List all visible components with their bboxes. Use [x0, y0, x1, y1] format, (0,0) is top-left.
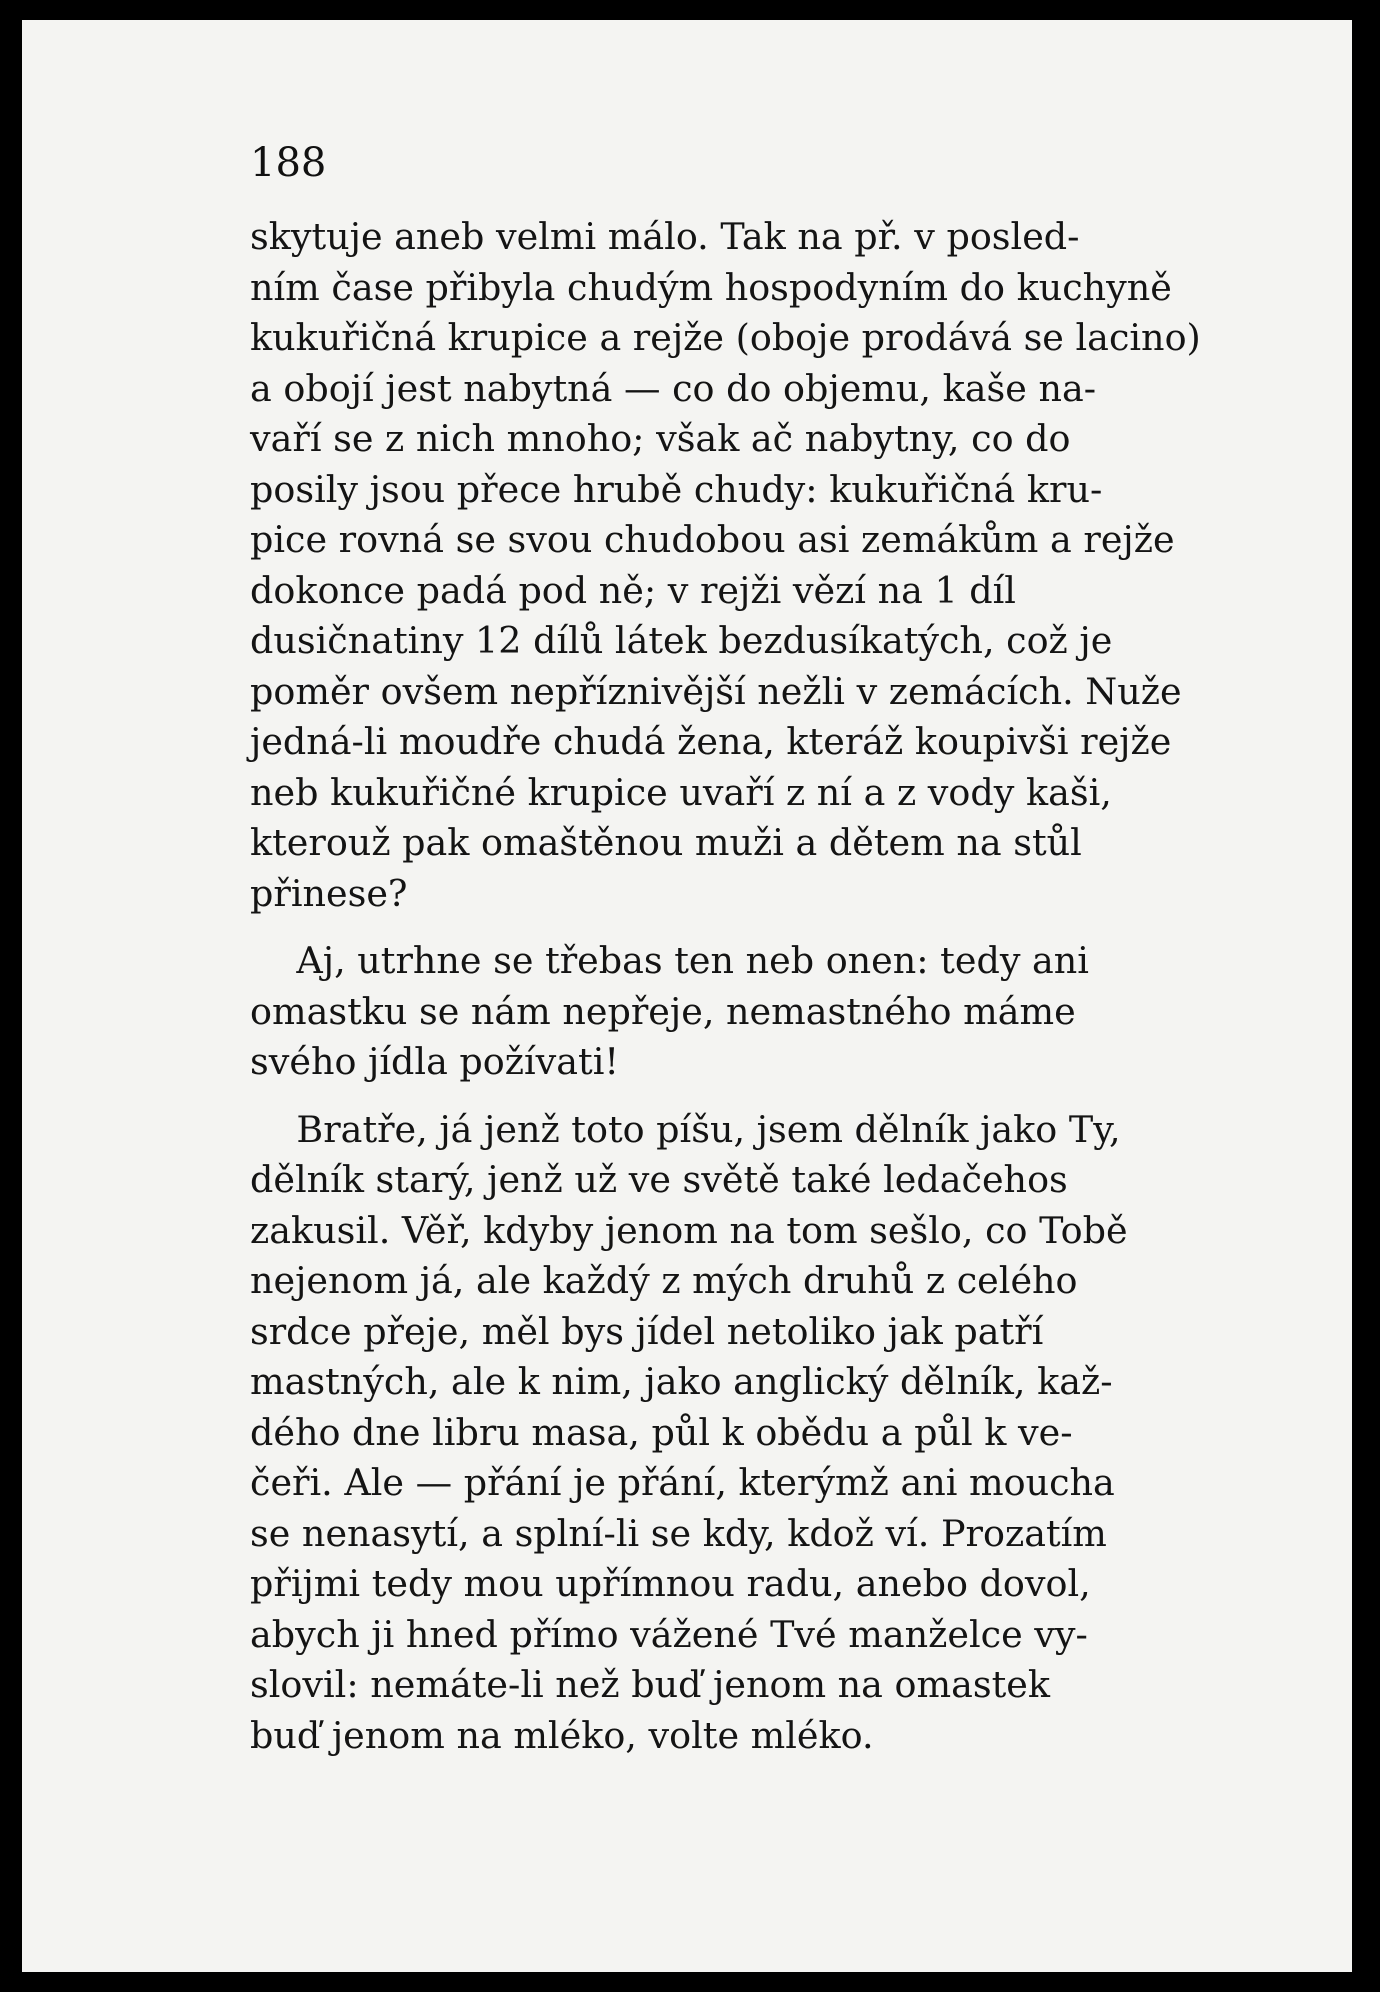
paragraph: Bratře, já jenž toto píšu, jsem dělník jako Ty, dělník starý, jenž už ve světě také ledačehos zakusil. Věř, kdyby jenom na tom sešlo, co Tobě nejenom já, ale každý z mých druhů z celého srdce přeje, měl bys jídel netoliko jak patří mastných, ale k nim, jako anglický dělník, kaž- dého dne libru masa, půl k obědu a půl k ve- čeři. Ale — přání je přání, kterýmž ani moucha se nenasytí, a splní-li se kdy, kdož ví. Prozatím přijmi tedy mou upřímnou radu, anebo dovol, abych ji hned přímo vážené Tvé manželce vy- slovil: nemáte-li než buď jenom na omastek buď jenom na mléko, volte mléko. — [250, 1107, 1128, 1757]
paragraph: skytuje aneb velmi málo. Tak na př. v posled- ním čase přibyla chudým hospodyním do kuchyně kukuřičná krupice a rejže (oboje prodává se lacino) a obojí jest nabytná — co do objemu, kaše na- vaří se z nich mnoho; však ač nabytny, co do posily jsou přece hrubě chudy: kukuřičná kru- pice rovná se svou chudobou asi zemákům a rejže dokonce padá pod ně; v rejži vězí na 1 díl dusičnatiny 12 dílů látek bezdusíkatých, což je poměr ovšem nepříznivější nežli v zemácích. Nuže jedná-li moudře chudá žena, kteráž koupivši rejže neb kukuřičné krupice uvaří z ní a z vody kaši, kterouž pak omaštěnou muži a dětem na stůl přinese? — [250, 215, 1201, 915]
page-body — [250, 212, 1250, 1761]
paragraph: Aj, utrhne se třebas ten neb onen: tedy ani omastku se nám nepřeje, nemastného máme svého jídla požívati! — [250, 939, 1089, 1083]
book-page — [22, 20, 1352, 1972]
page-number: 188 — [250, 140, 327, 186]
